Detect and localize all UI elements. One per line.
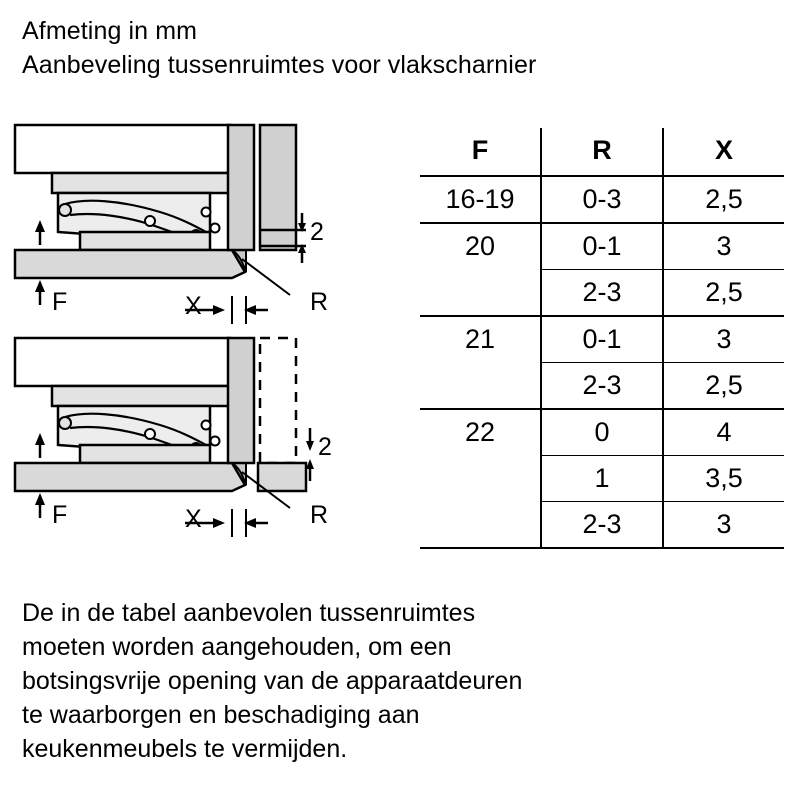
label-r-top: R (310, 288, 329, 316)
table-row (420, 176, 784, 223)
cell-f: 20 (420, 223, 541, 270)
label-gap-top: 2 (310, 218, 324, 246)
page-title (22, 14, 782, 82)
table-row (420, 270, 784, 317)
cell-x: 2,5 (663, 270, 784, 317)
diagram-bottom-svg (10, 333, 410, 548)
footer-line-1: De in de tabel aanbevolen tussenruimtes (22, 599, 476, 627)
header-x: X (663, 128, 784, 176)
table-row (420, 502, 784, 549)
cell-f (420, 502, 541, 549)
footer-line-5: keukenmeubels te vermijden. (22, 735, 348, 763)
label-gap-bottom: 2 (318, 433, 332, 461)
cell-r: 2-3 (541, 502, 663, 549)
table-body (420, 176, 784, 548)
label-f-top: F (52, 288, 68, 316)
label-x-bottom: X (185, 505, 202, 533)
title-line-1: Afmeting in mm (22, 17, 198, 45)
cell-f: 21 (420, 316, 541, 363)
header-f: F (420, 128, 541, 176)
footer-line-2: moeten worden aangehouden, om een (22, 633, 452, 661)
table-row (420, 363, 784, 410)
cell-r: 0-3 (541, 176, 663, 223)
cell-r: 0-1 (541, 223, 663, 270)
title-line-2: Aanbeveling tussenruimtes voor vlakscharnier (22, 51, 537, 79)
cell-f: 22 (420, 409, 541, 456)
label-x-top: X (185, 292, 202, 320)
cell-f (420, 456, 541, 502)
cell-x: 2,5 (663, 176, 784, 223)
table-row (420, 223, 784, 270)
table-row (420, 456, 784, 502)
cell-x: 4 (663, 409, 784, 456)
footer-line-4: te waarborgen en beschadiging aan (22, 701, 420, 729)
diagram-bottom (10, 333, 410, 548)
cell-x: 3 (663, 223, 784, 270)
cell-x: 3,5 (663, 456, 784, 502)
cell-r: 0-1 (541, 316, 663, 363)
cell-r: 1 (541, 456, 663, 502)
table-row (420, 409, 784, 456)
cell-r: 2-3 (541, 270, 663, 317)
spec-table-wrapper (420, 128, 790, 549)
cell-r: 0 (541, 409, 663, 456)
header-r: R (541, 128, 663, 176)
diagram-top-svg (10, 120, 410, 335)
diagram-top (10, 120, 410, 335)
footer-note (22, 596, 762, 766)
cell-f (420, 363, 541, 410)
cell-x: 3 (663, 316, 784, 363)
cell-r: 2-3 (541, 363, 663, 410)
table-header-row (420, 128, 784, 176)
label-r-bottom: R (310, 501, 329, 529)
spec-table (420, 128, 784, 549)
table-row (420, 316, 784, 363)
cell-f (420, 270, 541, 317)
label-f-bottom: F (52, 501, 68, 529)
cell-f: 16-19 (420, 176, 541, 223)
cell-x: 3 (663, 502, 784, 549)
footer-line-3: botsingsvrije opening van de apparaatdeuren (22, 667, 523, 695)
diagram-group (10, 120, 410, 550)
cell-x: 2,5 (663, 363, 784, 410)
